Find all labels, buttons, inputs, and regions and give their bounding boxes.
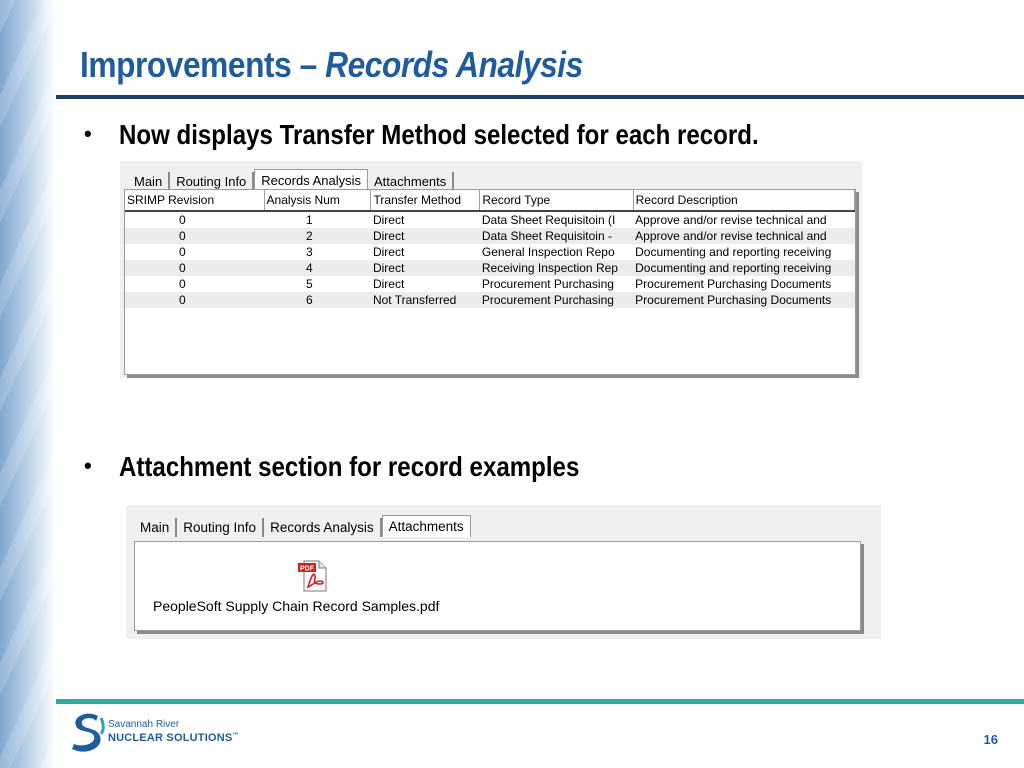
logo-line-1: Savannah River <box>108 719 180 730</box>
table-row[interactable] <box>125 244 855 260</box>
title-main: Improvements – <box>80 44 326 85</box>
table-cell: Procurement Purchasing Documents <box>633 292 854 308</box>
left-decorative-stripe <box>0 0 56 768</box>
records-grid <box>124 189 856 375</box>
logo-tm: ™ <box>232 732 239 739</box>
table-cell: General Inspection Repo <box>481 245 615 259</box>
bullet-text: Now displays Transfer Method selected for each record. <box>119 119 759 150</box>
title-italic: Records Analysis <box>325 44 583 85</box>
table-cell: Direct <box>372 277 405 291</box>
bullet-dot: • <box>84 453 92 478</box>
logo-line-2 <box>108 732 239 744</box>
tab-main[interactable]: Main <box>134 518 177 537</box>
table-cell: 2 <box>264 228 371 244</box>
table-cell: Receiving Inspection Rep <box>480 260 633 276</box>
tab-attachments[interactable]: Attachments <box>368 172 454 191</box>
attachments-panel <box>126 505 881 639</box>
footer-rule <box>56 699 1024 704</box>
table-cell: Data Sheet Requisitoin - <box>480 228 633 244</box>
table-cell: 5 <box>306 277 313 291</box>
slide-title <box>80 44 583 86</box>
srns-logo-icon <box>68 712 108 752</box>
table-cell: 1 <box>264 211 371 228</box>
tab-routing-info[interactable]: Routing Info <box>170 172 254 191</box>
table-row[interactable] <box>125 211 855 228</box>
table-cell: 6 <box>264 292 371 308</box>
column-header[interactable]: Record Description <box>633 190 854 211</box>
records-analysis-panel <box>120 161 862 378</box>
table-cell: Approve and/or revise technical and <box>633 211 854 228</box>
table-cell: Direct <box>371 260 480 276</box>
table-cell: Documenting and reporting receiving <box>635 245 832 259</box>
column-header[interactable]: Transfer Method <box>371 190 480 211</box>
attachment-area <box>134 541 861 631</box>
table-cell: 0 <box>125 228 264 244</box>
table-cell: Not Transferred <box>371 292 480 308</box>
table-cell: Procurement Purchasing <box>481 277 614 291</box>
column-header[interactable]: Record Type <box>480 190 633 211</box>
table-cell: Procurement Purchasing Documents <box>635 277 832 291</box>
pdf-file-icon[interactable] <box>298 560 328 592</box>
tab-attachments[interactable]: Attachments <box>382 515 471 537</box>
table-cell: Direct <box>372 245 405 259</box>
pdf-icon-label: PDF <box>300 565 314 573</box>
tab-bar <box>128 169 454 191</box>
bullet-dot: • <box>84 121 92 146</box>
table-cell: 0 <box>179 277 186 291</box>
table-cell: Direct <box>371 228 480 244</box>
table-row[interactable] <box>125 292 855 308</box>
table-cell: Procurement Purchasing <box>480 292 633 308</box>
table-row[interactable] <box>125 228 855 244</box>
title-rule <box>56 95 1024 99</box>
table-cell: Direct <box>371 211 480 228</box>
table-row[interactable] <box>125 276 855 292</box>
table-cell: 0 <box>125 292 264 308</box>
table-cell: Documenting and reporting receiving <box>633 260 854 276</box>
tab-bar <box>134 515 471 537</box>
records-table <box>125 190 855 308</box>
page-number: 16 <box>983 732 998 747</box>
tab-records-analysis[interactable]: Records Analysis <box>264 518 382 537</box>
table-cell: 0 <box>179 245 186 259</box>
table-cell: 0 <box>125 260 264 276</box>
tab-routing-info[interactable]: Routing Info <box>177 518 264 537</box>
column-header[interactable]: SRIMP Revision <box>125 190 264 211</box>
tab-records-analysis[interactable]: Records Analysis <box>254 169 368 191</box>
header-row <box>125 190 855 211</box>
column-header[interactable]: Analysis Num <box>264 190 371 211</box>
table-row[interactable] <box>125 260 855 276</box>
bullet-text: Attachment section for record examples <box>119 451 580 482</box>
table-cell: Data Sheet Requisitoin (I <box>480 211 633 228</box>
table-cell: 3 <box>306 245 313 259</box>
logo-line-2-text: NUCLEAR SOLUTIONS <box>108 732 233 744</box>
tab-main[interactable]: Main <box>128 172 170 191</box>
table-cell: 4 <box>264 260 371 276</box>
attachment-file-link[interactable]: PeopleSoft Supply Chain Record Samples.pdf <box>153 598 440 614</box>
table-cell: 0 <box>125 211 264 228</box>
table-cell: Approve and/or revise technical and <box>633 228 854 244</box>
